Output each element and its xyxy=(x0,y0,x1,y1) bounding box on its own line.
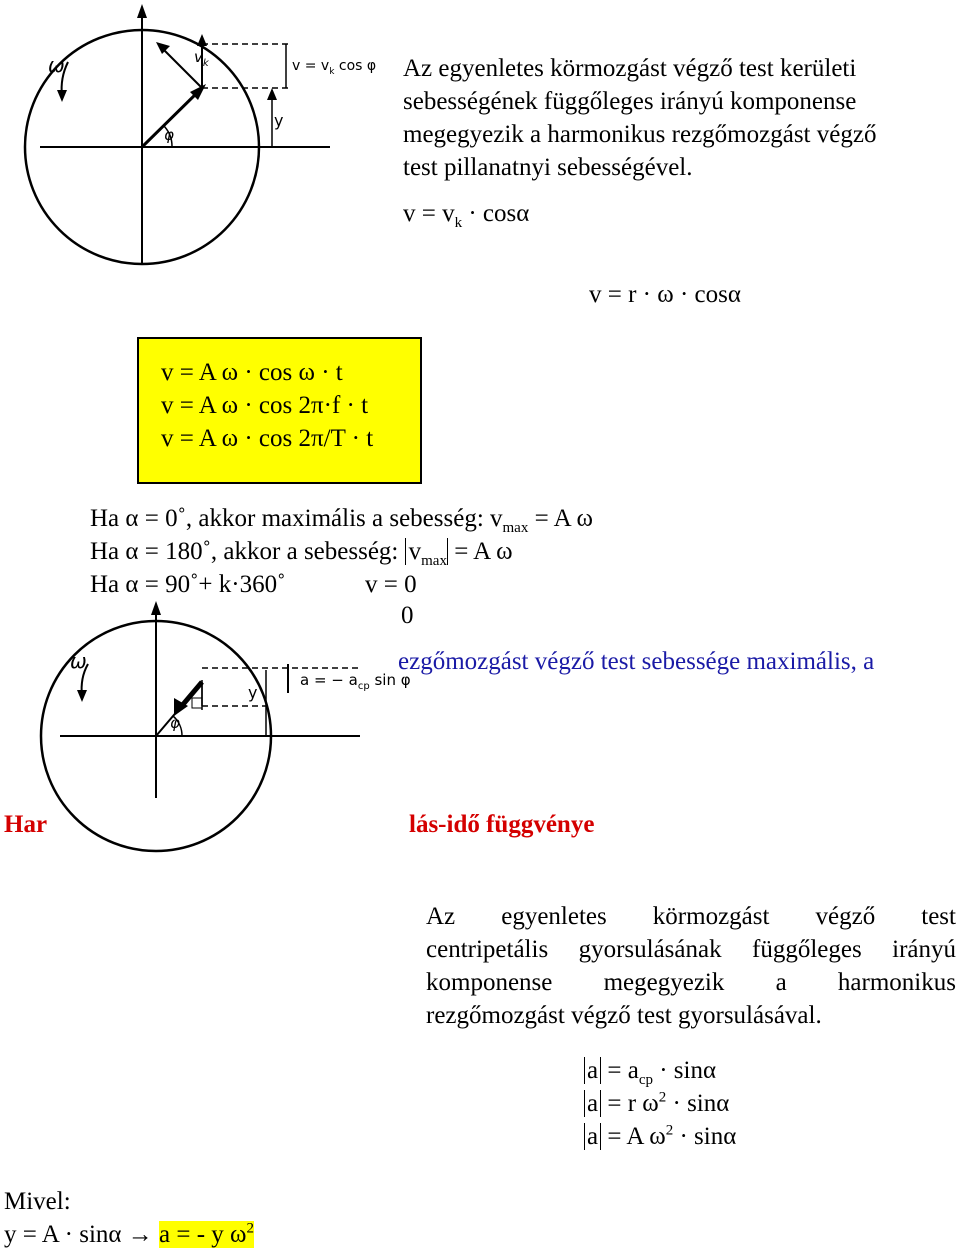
bottom-paragraph-line xyxy=(426,933,956,966)
top-paragraph-line: test pillanatnyi sebességével. xyxy=(403,154,693,181)
y-axis-arrowhead xyxy=(137,4,147,18)
word: Az xyxy=(426,903,456,930)
word: végző xyxy=(815,903,876,930)
word: centripetális xyxy=(426,936,549,963)
word: megegyezik xyxy=(603,969,725,996)
vk-arrowhead xyxy=(156,42,170,54)
acc-equation-3: a = A $\omega^2 \cdot \sin\alpha$ xyxy=(584,1120,736,1153)
box-equation: v = A ω · cos ω · t xyxy=(161,359,343,386)
final-equation-highlight: a = - y $\omega^2$ xyxy=(159,1220,254,1248)
velocity-diagram xyxy=(40,0,377,275)
equation-v-vk: $v = v_k \cdot \cos\alpha$ xyxy=(403,200,530,231)
bottom-paragraph-line xyxy=(426,966,956,999)
heading-fragment-left: Har xyxy=(4,811,48,838)
bottom-paragraph xyxy=(426,900,956,1032)
word: gyorsulásának xyxy=(578,936,722,963)
vk-label: $v_k$ xyxy=(194,48,209,69)
top-paragraph-line: Az egyenletes körmozgást végző test kerületi xyxy=(403,55,857,82)
y-label: y xyxy=(248,683,258,702)
bottom-paragraph-line xyxy=(426,900,956,933)
acc-equation-1: $a = a_{cp} \cdot \sin\alpha$ xyxy=(584,1054,716,1087)
omega-label: ω xyxy=(48,53,65,77)
y-label: y xyxy=(274,111,284,130)
phi-label: φ xyxy=(164,126,174,144)
word: komponense xyxy=(426,969,553,996)
omega-label: ω xyxy=(70,649,87,673)
box-equation: v = A ω · cos 2π·f · t xyxy=(161,392,369,419)
omega-arrowhead xyxy=(57,90,67,102)
final-equation: y = A · sinα → a = - y $\omega^2$ xyxy=(4,1220,254,1248)
word: test xyxy=(921,903,956,930)
y-measure-arrowhead xyxy=(267,88,277,100)
word: körmozgást xyxy=(652,903,770,930)
mivel-label: Mivel: xyxy=(4,1188,71,1215)
phi-label: φ xyxy=(170,714,180,732)
case-alpha-180: Ha α = 180˚, akkor a sebesség: $v_{max} = A$ ω xyxy=(90,538,513,569)
word: harmonikus xyxy=(837,969,956,996)
highlight-box xyxy=(137,337,422,484)
box-equation: v = A ω · cos 2π/T · t xyxy=(161,425,374,452)
a-equation-label: a = − $a_{cp}$ sin φ xyxy=(300,671,411,692)
v-equation-label: $v = v_k$ cos φ xyxy=(292,58,377,77)
heading-fragment-right: lás-idő függvénye xyxy=(409,811,595,838)
word: egyenletes xyxy=(501,903,607,930)
case-alpha-90: Ha α = 90˚+ k·360˚ xyxy=(90,571,286,598)
acc-equation-2: a = r $\omega^2 \cdot \sin\alpha$ xyxy=(584,1087,729,1120)
word: irányú xyxy=(892,936,956,963)
case-fragment: 0 xyxy=(401,602,414,629)
case-alpha-0: Ha α = 0˚, akkor maximális a sebesség: $v_{max} = A$ ω xyxy=(90,505,593,536)
word: a xyxy=(775,969,787,996)
bottom-paragraph-line: rezgőmozgást végző test gyorsulásával. xyxy=(426,1002,822,1029)
word: függőleges xyxy=(752,936,862,963)
acceleration-diagram xyxy=(60,598,411,798)
case-alpha-90-result: v = 0 xyxy=(365,571,417,598)
top-paragraph-line: sebességének függőleges irányú komponense xyxy=(403,88,857,115)
top-paragraph xyxy=(403,52,876,184)
top-paragraph-line: megegyezik a harmonikus rezgőmozgást végző xyxy=(403,121,877,148)
blue-text-fragment: ezgőmozgást végző test sebessége maximális, a xyxy=(398,648,875,675)
equation-v-r: v = r · ω · cosα xyxy=(589,281,741,308)
